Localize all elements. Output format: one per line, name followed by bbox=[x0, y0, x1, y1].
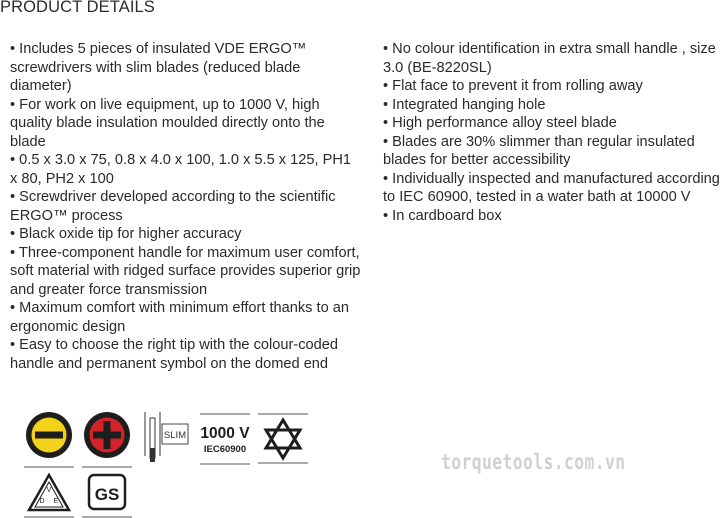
list-item: • Easy to choose the right tip with the colour-coded handle and permanent symbol on the domed end bbox=[10, 337, 338, 372]
slim-blade-icon bbox=[142, 412, 190, 464]
list-item: • Integrated hanging hole bbox=[383, 96, 546, 113]
watermark: torquetools.com.vn bbox=[441, 450, 626, 474]
gs-letters: GS bbox=[94, 485, 120, 504]
list-item: • 0.5 x 3.0 x 75, 0.8 x 4.0 x 100, 1.0 x 5.5 x 125, PH1 x 80, PH2 x 100 bbox=[10, 152, 351, 187]
slotted-tip-icon bbox=[24, 410, 74, 470]
list-item: • In cardboard box bbox=[383, 207, 502, 224]
phillips-tip-icon bbox=[82, 410, 132, 470]
list-item: • Flat face to prevent it from rolling away bbox=[383, 78, 643, 94]
list-item: • Includes 5 pieces of insulated VDE ERGO™ screwdrivers with slim blades (reduced blade diameter) bbox=[10, 41, 307, 94]
list-item: • Screwdriver developed according to the scientific ERGO™ process bbox=[10, 189, 336, 224]
vde-mark-icon bbox=[24, 470, 74, 518]
list-item: • Maximum comfort with minimum effort thanks to an ergonomic design bbox=[10, 300, 349, 335]
voltage-value: 1000 V bbox=[200, 425, 250, 442]
vde-letter-e: E bbox=[53, 498, 59, 505]
vde-letter-d: D bbox=[39, 498, 45, 505]
list-item: • Individually inspected and manufactured according to IEC 60900, tested in a water bath at 10000 V bbox=[383, 170, 720, 205]
left-bullet-list bbox=[10, 40, 362, 373]
list-item: • Blades are 30% slimmer than regular insulated blades for better accessibility bbox=[383, 133, 695, 168]
list-item: • Three-component handle for maximum user comfort, soft material with ridged surface provides superior grip and greater force transmission bbox=[10, 244, 361, 298]
voltage-rating-icon bbox=[200, 414, 250, 464]
list-item: • High performance alloy steel blade bbox=[383, 115, 617, 131]
voltage-standard: IEC60900 bbox=[203, 444, 247, 455]
page-heading: PRODUCT DETAILS bbox=[0, 0, 155, 16]
product-icons bbox=[24, 410, 324, 518]
vde-letter-v: V bbox=[46, 487, 52, 494]
double-triangle-icon bbox=[258, 414, 308, 466]
list-item: • Black oxide tip for higher accuracy bbox=[10, 226, 242, 242]
list-item: • No colour identification in extra small handle , size 3.0 (BE-8220SL) bbox=[383, 41, 716, 76]
list-item: • For work on live equipment, up to 1000 V, high quality blade insulation moulded directly onto the blade bbox=[10, 96, 325, 150]
gs-mark-icon bbox=[82, 470, 132, 518]
right-bullet-list bbox=[383, 40, 720, 225]
slim-label: SLIM bbox=[163, 430, 187, 441]
